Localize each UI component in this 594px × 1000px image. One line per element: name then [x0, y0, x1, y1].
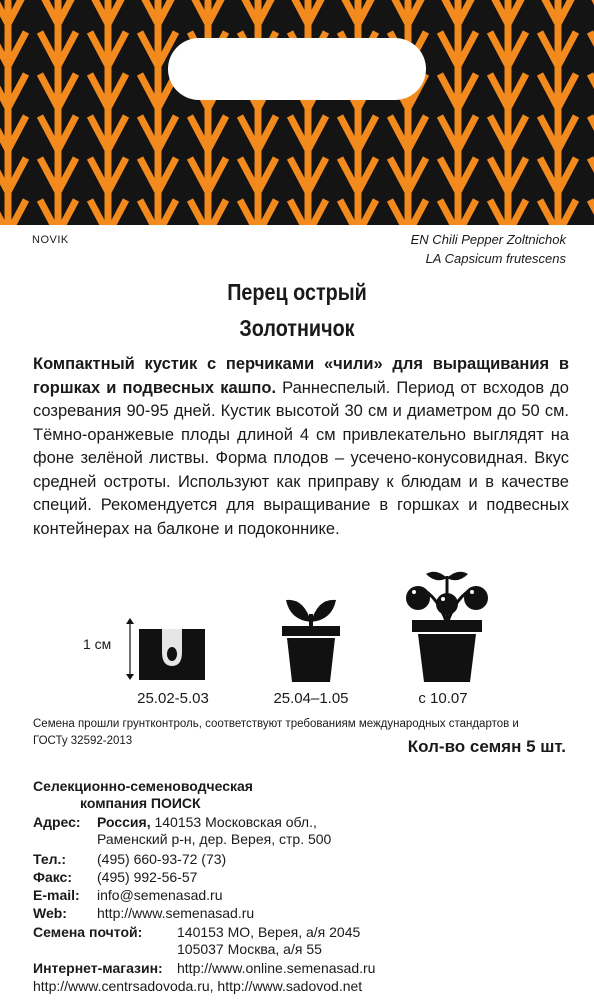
address-label: Адрес: [33, 814, 81, 830]
address-country: Россия, [97, 814, 151, 830]
web-label: Web: [33, 905, 67, 921]
pattern-branch [590, 116, 594, 150]
address-city: 140153 Московская обл., [150, 814, 317, 830]
seedling-pot-icon [276, 592, 346, 684]
description-body: Раннеспелый. Период от всходов до созревания 90-95 дней. Кустик высотой 30 см и диаметром до 50 см. Тёмно-оранжевые плоды длиной 4 см привлекательно выглядят на фоне зелёной листвы. Форма плодов – усечено-конусовидная. Вкус средней остроты. Используют как приправу к блюдам и в качестве специй. Рекомендуется для выращивание в горшках и подвесных контейнерах на балконе и подоконнике. [33, 378, 569, 538]
pattern-banner [0, 0, 594, 225]
extra-sites-links[interactable]: http://www.centrsadovoda.ru, http://www.sadovod.net [33, 978, 363, 994]
mail-order-line2: 105037 Москва, а/я 55 [177, 941, 322, 957]
product-title-line2: Золотничок [239, 315, 355, 341]
web-link[interactable]: http://www.semenasad.ru [97, 905, 255, 921]
latin-name-en: EN Chili Pepper Zoltnichok [410, 232, 566, 247]
company-name-line1: Селекционно-семеноводческая [33, 778, 253, 794]
fax-label: Факс: [33, 869, 73, 885]
product-title-line1: Перец острый [227, 279, 367, 305]
online-shop-label: Интернет-магазин: [33, 960, 163, 976]
pattern-branch [590, 32, 594, 66]
online-shop-link[interactable]: http://www.online.semenasad.ru [177, 960, 376, 976]
product-description [33, 353, 569, 541]
pattern-branch [590, 158, 594, 192]
stage-3-date: с 10.07 [418, 690, 468, 707]
address-line1 [97, 814, 317, 830]
certification-note: Семена прошли грунтконтроль, соответствуют требованиям международных стандартов и ГОСТу 32592-2013 [33, 718, 519, 747]
orange-branch-pattern [0, 0, 594, 225]
fax-value: (495) 992-56-57 [97, 869, 198, 885]
description-highlight: Компактный кустик с перчиками «чили» для выращивания в горшках и подвесных кашпо. [33, 355, 569, 397]
mail-order-line1: 140153 МО, Верея, а/я 2045 [177, 924, 361, 940]
pattern-branch [590, 0, 594, 24]
email-label: E-mail: [33, 887, 80, 903]
company-name-line2: компания ПОИСК [80, 795, 201, 811]
fruiting-plant-pot-icon [402, 566, 492, 684]
depth-label: 1 см [83, 636, 112, 652]
brand-label: NOVIK [32, 234, 69, 246]
address-line2: Раменский р-н, дер. Верея, стр. 500 [97, 831, 332, 847]
phone-label: Тел.: [33, 851, 67, 867]
seed-in-soil-icon [124, 614, 214, 684]
seed-count: Кол-во семян 5 шт. [407, 737, 566, 756]
latin-name-la: LA Capsicum frutescens [425, 251, 566, 266]
mail-order-label: Семена почтой: [33, 924, 143, 940]
stage-2-date: 25.04–1.05 [273, 690, 349, 707]
phone-value: (495) 660-93-72 (73) [97, 851, 227, 867]
email-link[interactable]: info@semenasad.ru [97, 887, 223, 903]
hang-hole [168, 38, 426, 100]
stage-1-date: 25.02-5.03 [137, 690, 209, 707]
pattern-branch [590, 74, 594, 108]
pattern-branch [590, 200, 594, 225]
